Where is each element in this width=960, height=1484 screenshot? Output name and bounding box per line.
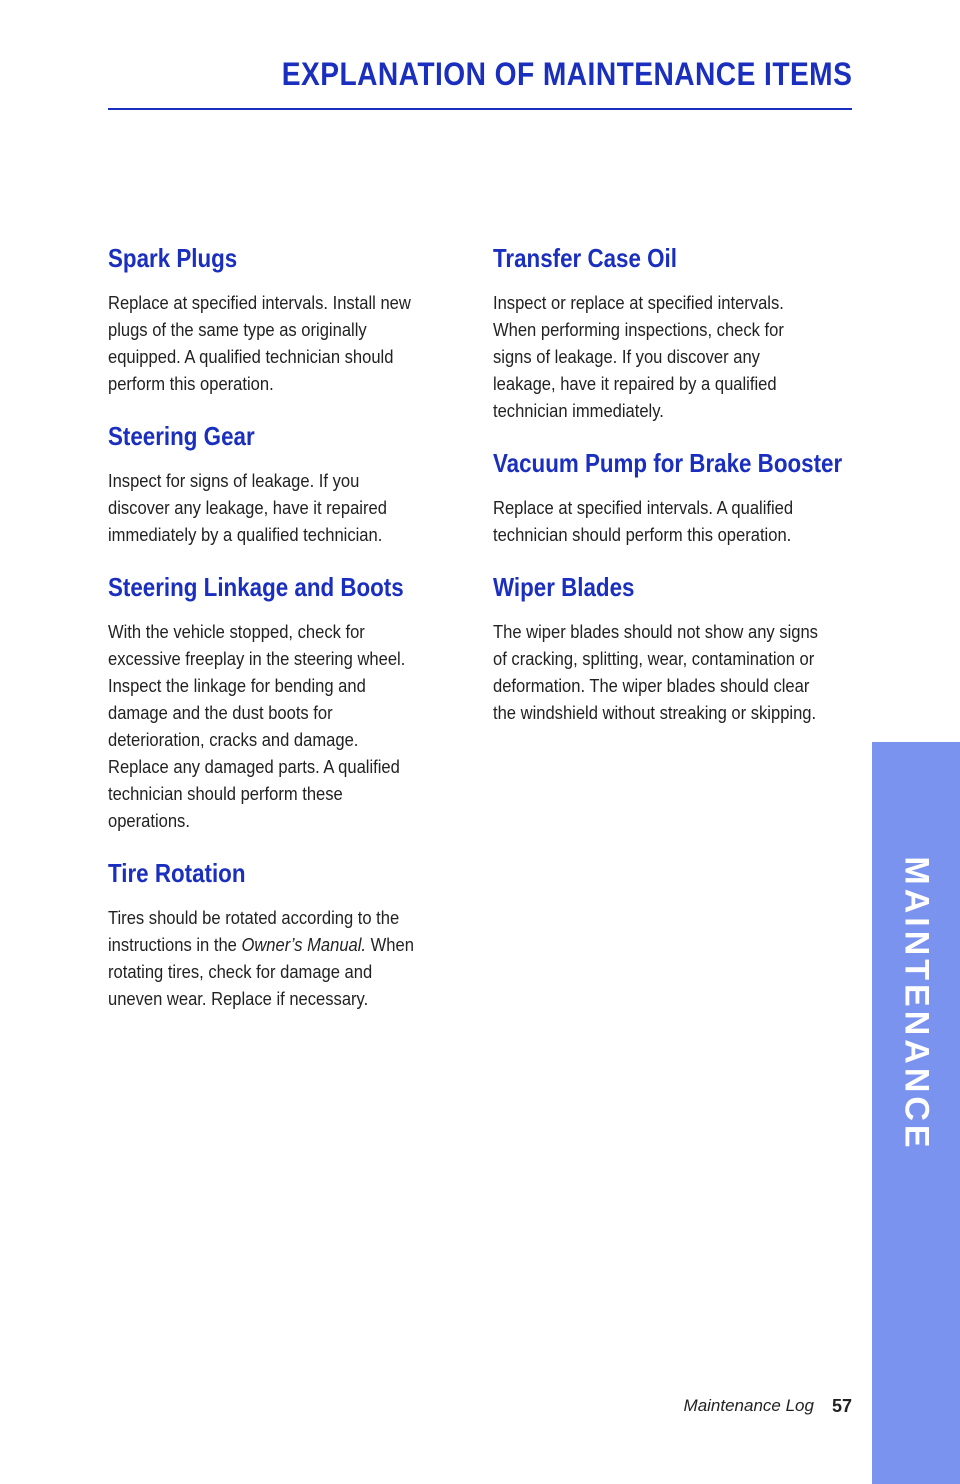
section-heading: Spark Plugs <box>108 243 238 273</box>
page-header <box>108 52 852 110</box>
section-steering-gear <box>108 414 448 549</box>
section-body: Inspect or replace at specified intervals. When performing inspections, check for signs of leakage. If you discover any leakage, have it repaired by a qualified technician immediately. <box>493 293 784 421</box>
section-heading: Vacuum Pump for Brake Booster <box>493 448 843 478</box>
section-steering-linkage-and-boots <box>108 565 448 835</box>
body-text-after: When rotating tires, check for damage and uneven wear. Replace if necessary. <box>108 935 414 1009</box>
section-body: The wiper blades should not show any signs of cracking, splitting, wear, contamination or deformation. The wiper blades should clear the windshield without streaking or skipping. <box>493 622 818 723</box>
section-heading: Steering Linkage and Boots <box>108 572 404 602</box>
page-title: EXPLANATION OF MAINTENANCE ITEMS <box>281 56 852 92</box>
chapter-side-tab <box>872 742 960 1484</box>
section-heading: Wiper Blades <box>493 572 635 602</box>
footer-label: Maintenance Log <box>683 1396 814 1415</box>
page-number: 57 <box>831 1395 852 1416</box>
section-body: Inspect for signs of leakage. If you discover any leakage, have it repaired immediately by a qualified technician. <box>108 471 387 545</box>
section-heading: Steering Gear <box>108 421 255 451</box>
section-body <box>108 905 421 1013</box>
body-text-before: Tires should be rotated according to the instructions in the <box>108 908 400 955</box>
side-tab-label: MAINTENANCE <box>897 856 936 1152</box>
section-tire-rotation <box>108 851 448 1013</box>
left-column <box>108 236 448 1029</box>
section-vacuum-pump-for-brake-booster <box>493 441 853 549</box>
section-wiper-blades <box>493 565 853 727</box>
section-heading: Tire Rotation <box>108 858 246 888</box>
page-footer <box>684 1392 852 1420</box>
section-spark-plugs <box>108 236 448 398</box>
section-body: Replace at specified intervals. Install new plugs of the same type as originally equipped. A qualified technician should perform this operation. <box>108 293 411 394</box>
section-body: With the vehicle stopped, check for excessive freeplay in the steering wheel. Inspect the linkage for bending and damage and the dust boots for deterioration, cracks and damage. Replace any damaged parts. A qualified technician should perform these operations. <box>108 622 406 831</box>
right-column <box>493 236 853 743</box>
owners-manual-reference: Owner’s Manual. <box>241 935 367 955</box>
section-body: Replace at specified intervals. A qualified technician should perform this operation. <box>493 498 794 545</box>
section-transfer-case-oil <box>493 236 853 425</box>
section-heading: Transfer Case Oil <box>493 243 677 273</box>
